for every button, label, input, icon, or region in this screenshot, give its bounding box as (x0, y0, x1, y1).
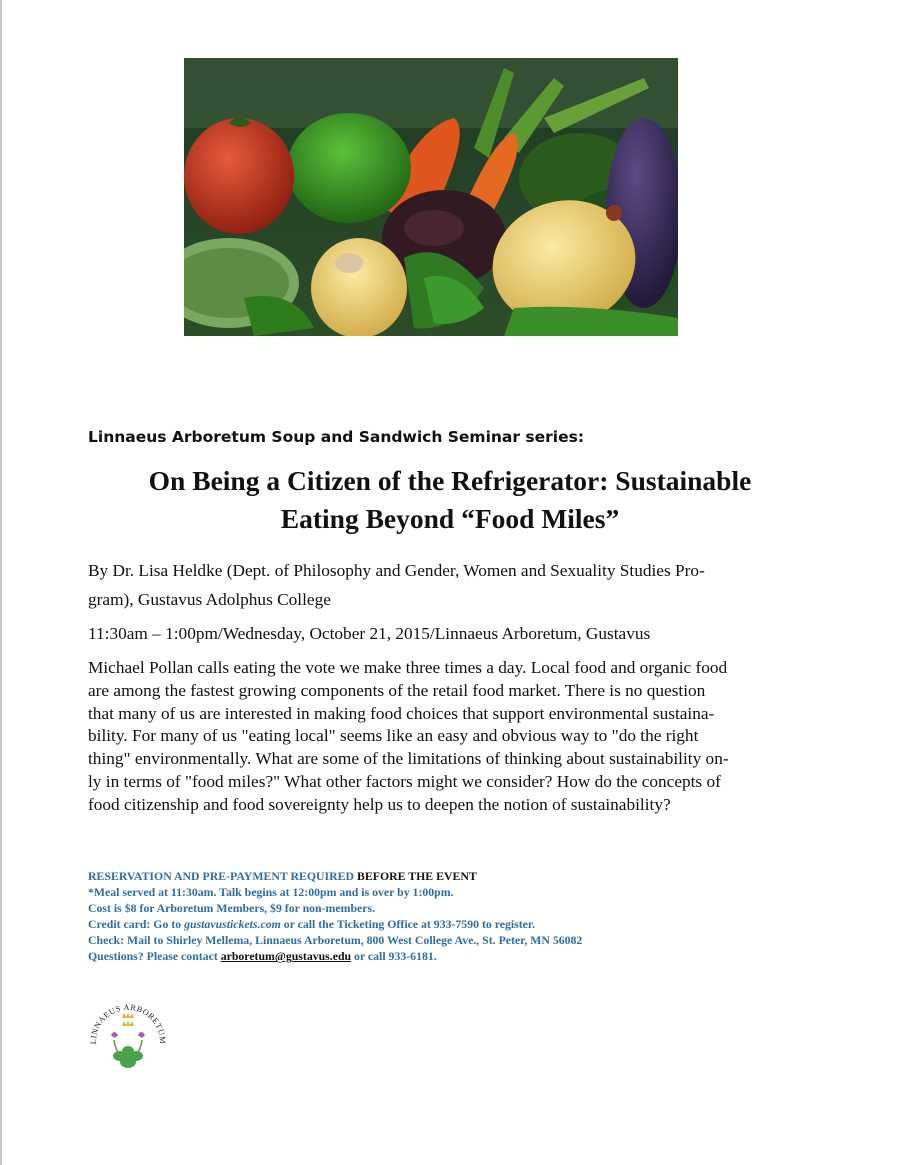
event-datetime: 11:30am – 1:00pm/Wednesday, October 21, 2015/Linnaeus Arboretum, Gustavus (88, 624, 651, 643)
page-title (60, 462, 840, 538)
email-link[interactable]: arboretum@gustavus.edu (220, 949, 352, 964)
byline-line-1: By Dr. Lisa Heldke (Dept. of Philosophy and Gender, Women and Sexuality Studies Pro- (88, 561, 705, 580)
questions-info (88, 948, 848, 964)
meal-info: *Meal served at 11:30am. Talk begins at 12:00pm and is over by 1:00pm. (88, 885, 454, 900)
reservation-heading (88, 868, 848, 884)
reservation-required: RESERVATION AND PRE-PAYMENT REQUIRED (88, 869, 355, 883)
page-edge (0, 0, 2, 1165)
ticket-site-link[interactable]: gustavustickets.com (184, 917, 281, 932)
reservation-before-event: BEFORE THE EVENT (357, 869, 477, 883)
abstract-line: food citizenship and food sovereignty help us to deepen the notion of sustainability? (88, 794, 671, 814)
logo-text: LINNAEUS ARBORETUM (88, 1002, 168, 1045)
abstract-line: Michael Pollan calls eating the vote we make three times a day. Local food and organic food (88, 658, 728, 677)
credit-card-info (88, 916, 848, 932)
title-line-1: On Being a Citizen of the Refrigerator: Sustainable (148, 465, 752, 496)
arboretum-logo (82, 990, 174, 1070)
questions-suffix: or call 933-6181. (351, 949, 437, 964)
reservation-info (88, 868, 848, 965)
questions-prefix: Questions? Please contact (88, 949, 221, 964)
abstract-line: bility. For many of us "eating local" seems like an easy and obvious way to "do the right (88, 726, 699, 746)
abstract-line: are among the fastest growing components of the retail food market. There is no question (88, 680, 706, 700)
abstract (88, 657, 830, 817)
byline (88, 556, 810, 614)
byline-line-2: gram), Gustavus Adolphus College (88, 590, 331, 609)
check-info: Check: Mail to Shirley Mellema, Linnaeus Arboretum, 800 West College Ave., St. Peter, MN 56082 (88, 933, 583, 948)
credit-prefix: Credit card: Go to (88, 917, 185, 932)
title-line-2: Eating Beyond “Food Miles” (280, 503, 620, 534)
crown-icon (122, 1013, 134, 1026)
leaf-icon (113, 1046, 143, 1068)
credit-suffix: or call the Ticketing Office at 933-7590 to register. (280, 917, 536, 932)
cost-info: Cost is $8 for Arboretum Members, $9 for non-members. (88, 901, 376, 916)
series-heading: Linnaeus Arboretum Soup and Sandwich Seminar series: (88, 428, 585, 446)
abstract-line: thing" environmentally. What are some of the limitations of thinking about sustainability on- (88, 749, 729, 769)
abstract-line: that many of us are interested in making food choices that support environmental sustaina- (88, 703, 715, 723)
abstract-line: ly in terms of "food miles?" What other factors might we consider? How do the concepts of (88, 771, 721, 791)
vegetables-photo (184, 58, 678, 336)
